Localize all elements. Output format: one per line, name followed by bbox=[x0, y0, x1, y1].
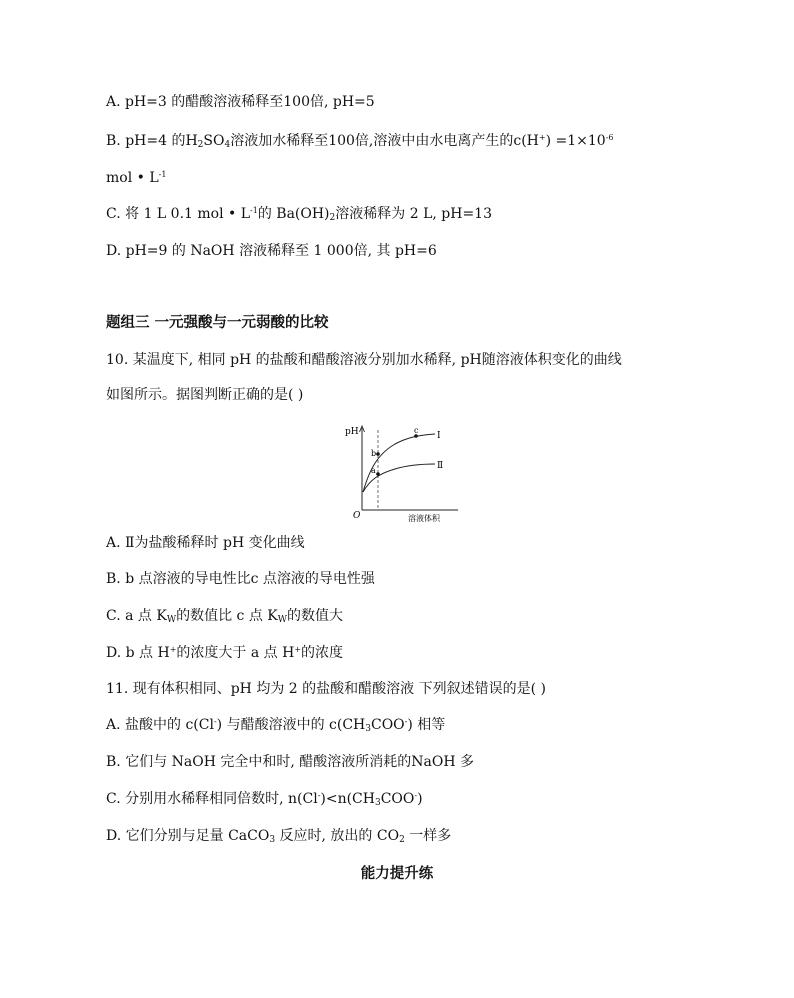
text: 的数值比 c 点 K bbox=[176, 608, 278, 624]
text: 溶液稀释为 2 L, pH=13 bbox=[335, 206, 492, 222]
text: C. 将 1 L 0.1 mol • L bbox=[106, 206, 251, 222]
point-c-label: c bbox=[414, 426, 419, 435]
text: COO bbox=[380, 791, 415, 807]
point-a-label: a bbox=[371, 466, 376, 475]
text: ) 相等 bbox=[407, 717, 446, 733]
text: ) 与醋酸溶液中的 c(CH bbox=[216, 717, 366, 733]
point-b-marker bbox=[376, 452, 380, 456]
q9-option-a: A. pH=3 的醋酸溶液稀释至100倍, pH=5 bbox=[106, 94, 375, 110]
superscript: + bbox=[294, 645, 302, 654]
subscript: W bbox=[277, 615, 288, 625]
text: 溶液加水稀释至100倍,溶液中由水电离产生的c(H bbox=[230, 133, 539, 149]
q10-option-d bbox=[106, 643, 343, 663]
text: B. pH=4 的H bbox=[106, 133, 198, 149]
section-title: 题组三 一元强酸与一元弱酸的比较 bbox=[106, 314, 329, 331]
subscript: 4 bbox=[224, 140, 231, 150]
superscript: - bbox=[404, 717, 408, 726]
subscript: 3 bbox=[269, 835, 276, 845]
q11-stem: 11. 现有体积相同、pH 均为 2 的盐酸和醋酸溶液 下列叙述错误的是( ) bbox=[106, 681, 546, 697]
text: ) bbox=[417, 791, 423, 807]
q9-option-c bbox=[106, 204, 492, 224]
origin-label: O bbox=[353, 511, 361, 521]
q11-option-b: B. 它们与 NaOH 完全中和时, 醋酸溶液所消耗的NaOH 多 bbox=[106, 754, 475, 770]
superscript: -1 bbox=[158, 170, 167, 179]
subscript: W bbox=[166, 615, 177, 625]
q10-stem-line2: 如图所示。据图判断正确的是( ) bbox=[106, 387, 304, 403]
text: C. 分别用水稀释相同倍数时, n(Cl bbox=[106, 791, 318, 807]
q9-option-d: D. pH=9 的 NaOH 溶液稀释至 1 000倍, 其 pH=6 bbox=[106, 243, 437, 259]
q11-option-c bbox=[106, 789, 423, 809]
point-a-marker bbox=[376, 472, 380, 476]
point-b-label: b bbox=[371, 449, 377, 458]
superscript: - bbox=[317, 791, 321, 800]
text: D. b 点 H bbox=[106, 645, 170, 661]
text: ) =1×10 bbox=[545, 133, 606, 149]
q10-option-a: A. Ⅱ为盐酸稀释时 pH 变化曲线 bbox=[106, 535, 305, 551]
q10-stem-line1: 10. 某温度下, 相同 pH 的盐酸和醋酸溶液分别加水稀释, pH随溶液体积变化的曲线 bbox=[106, 352, 622, 368]
superscript: -1 bbox=[250, 206, 258, 215]
superscript: - bbox=[414, 791, 418, 800]
superscript: - bbox=[213, 717, 217, 726]
q9-option-b-continued bbox=[106, 168, 166, 188]
text: 反应时, 放出的 CO bbox=[275, 828, 400, 844]
q10-option-b: B. b 点溶液的导电性比c 点溶液的导电性强 bbox=[106, 571, 375, 587]
ph-dilution-figure bbox=[340, 422, 460, 522]
text: SO bbox=[203, 133, 225, 149]
section-heading-ability: 能力提升练 bbox=[360, 865, 434, 882]
text: )<n(CH bbox=[320, 791, 375, 807]
text: A. 盐酸中的 c(Cl bbox=[106, 717, 214, 733]
subscript: 3 bbox=[365, 724, 371, 734]
y-axis-label: pH bbox=[345, 427, 359, 437]
subscript: 2 bbox=[399, 835, 405, 845]
subscript: 2 bbox=[329, 213, 336, 223]
q10-option-c bbox=[106, 606, 343, 626]
text: 的 Ba(OH) bbox=[257, 206, 330, 222]
x-axis-label: 溶液体积 bbox=[408, 514, 440, 522]
curve-2-label: Ⅱ bbox=[437, 461, 444, 471]
text: COO bbox=[370, 717, 405, 733]
curve-1 bbox=[363, 434, 435, 492]
q9-option-b bbox=[106, 131, 614, 151]
text: C. a 点 K bbox=[106, 608, 167, 624]
subscript: 2 bbox=[197, 140, 204, 150]
superscript: -6 bbox=[605, 133, 614, 142]
curve-1-label: Ⅰ bbox=[437, 431, 441, 441]
text: D. 它们分别与足量 CaCO bbox=[106, 828, 270, 844]
superscript: + bbox=[538, 133, 546, 142]
text: 的浓度 bbox=[301, 645, 344, 661]
text: 的数值大 bbox=[287, 608, 344, 624]
superscript: + bbox=[169, 645, 177, 654]
text: 的浓度大于 a 点 H bbox=[176, 645, 295, 661]
q11-option-d bbox=[106, 826, 451, 846]
subscript: 3 bbox=[374, 798, 381, 808]
text: mol • L bbox=[106, 170, 159, 186]
text: 一样多 bbox=[404, 828, 452, 844]
q11-option-a bbox=[106, 715, 445, 735]
